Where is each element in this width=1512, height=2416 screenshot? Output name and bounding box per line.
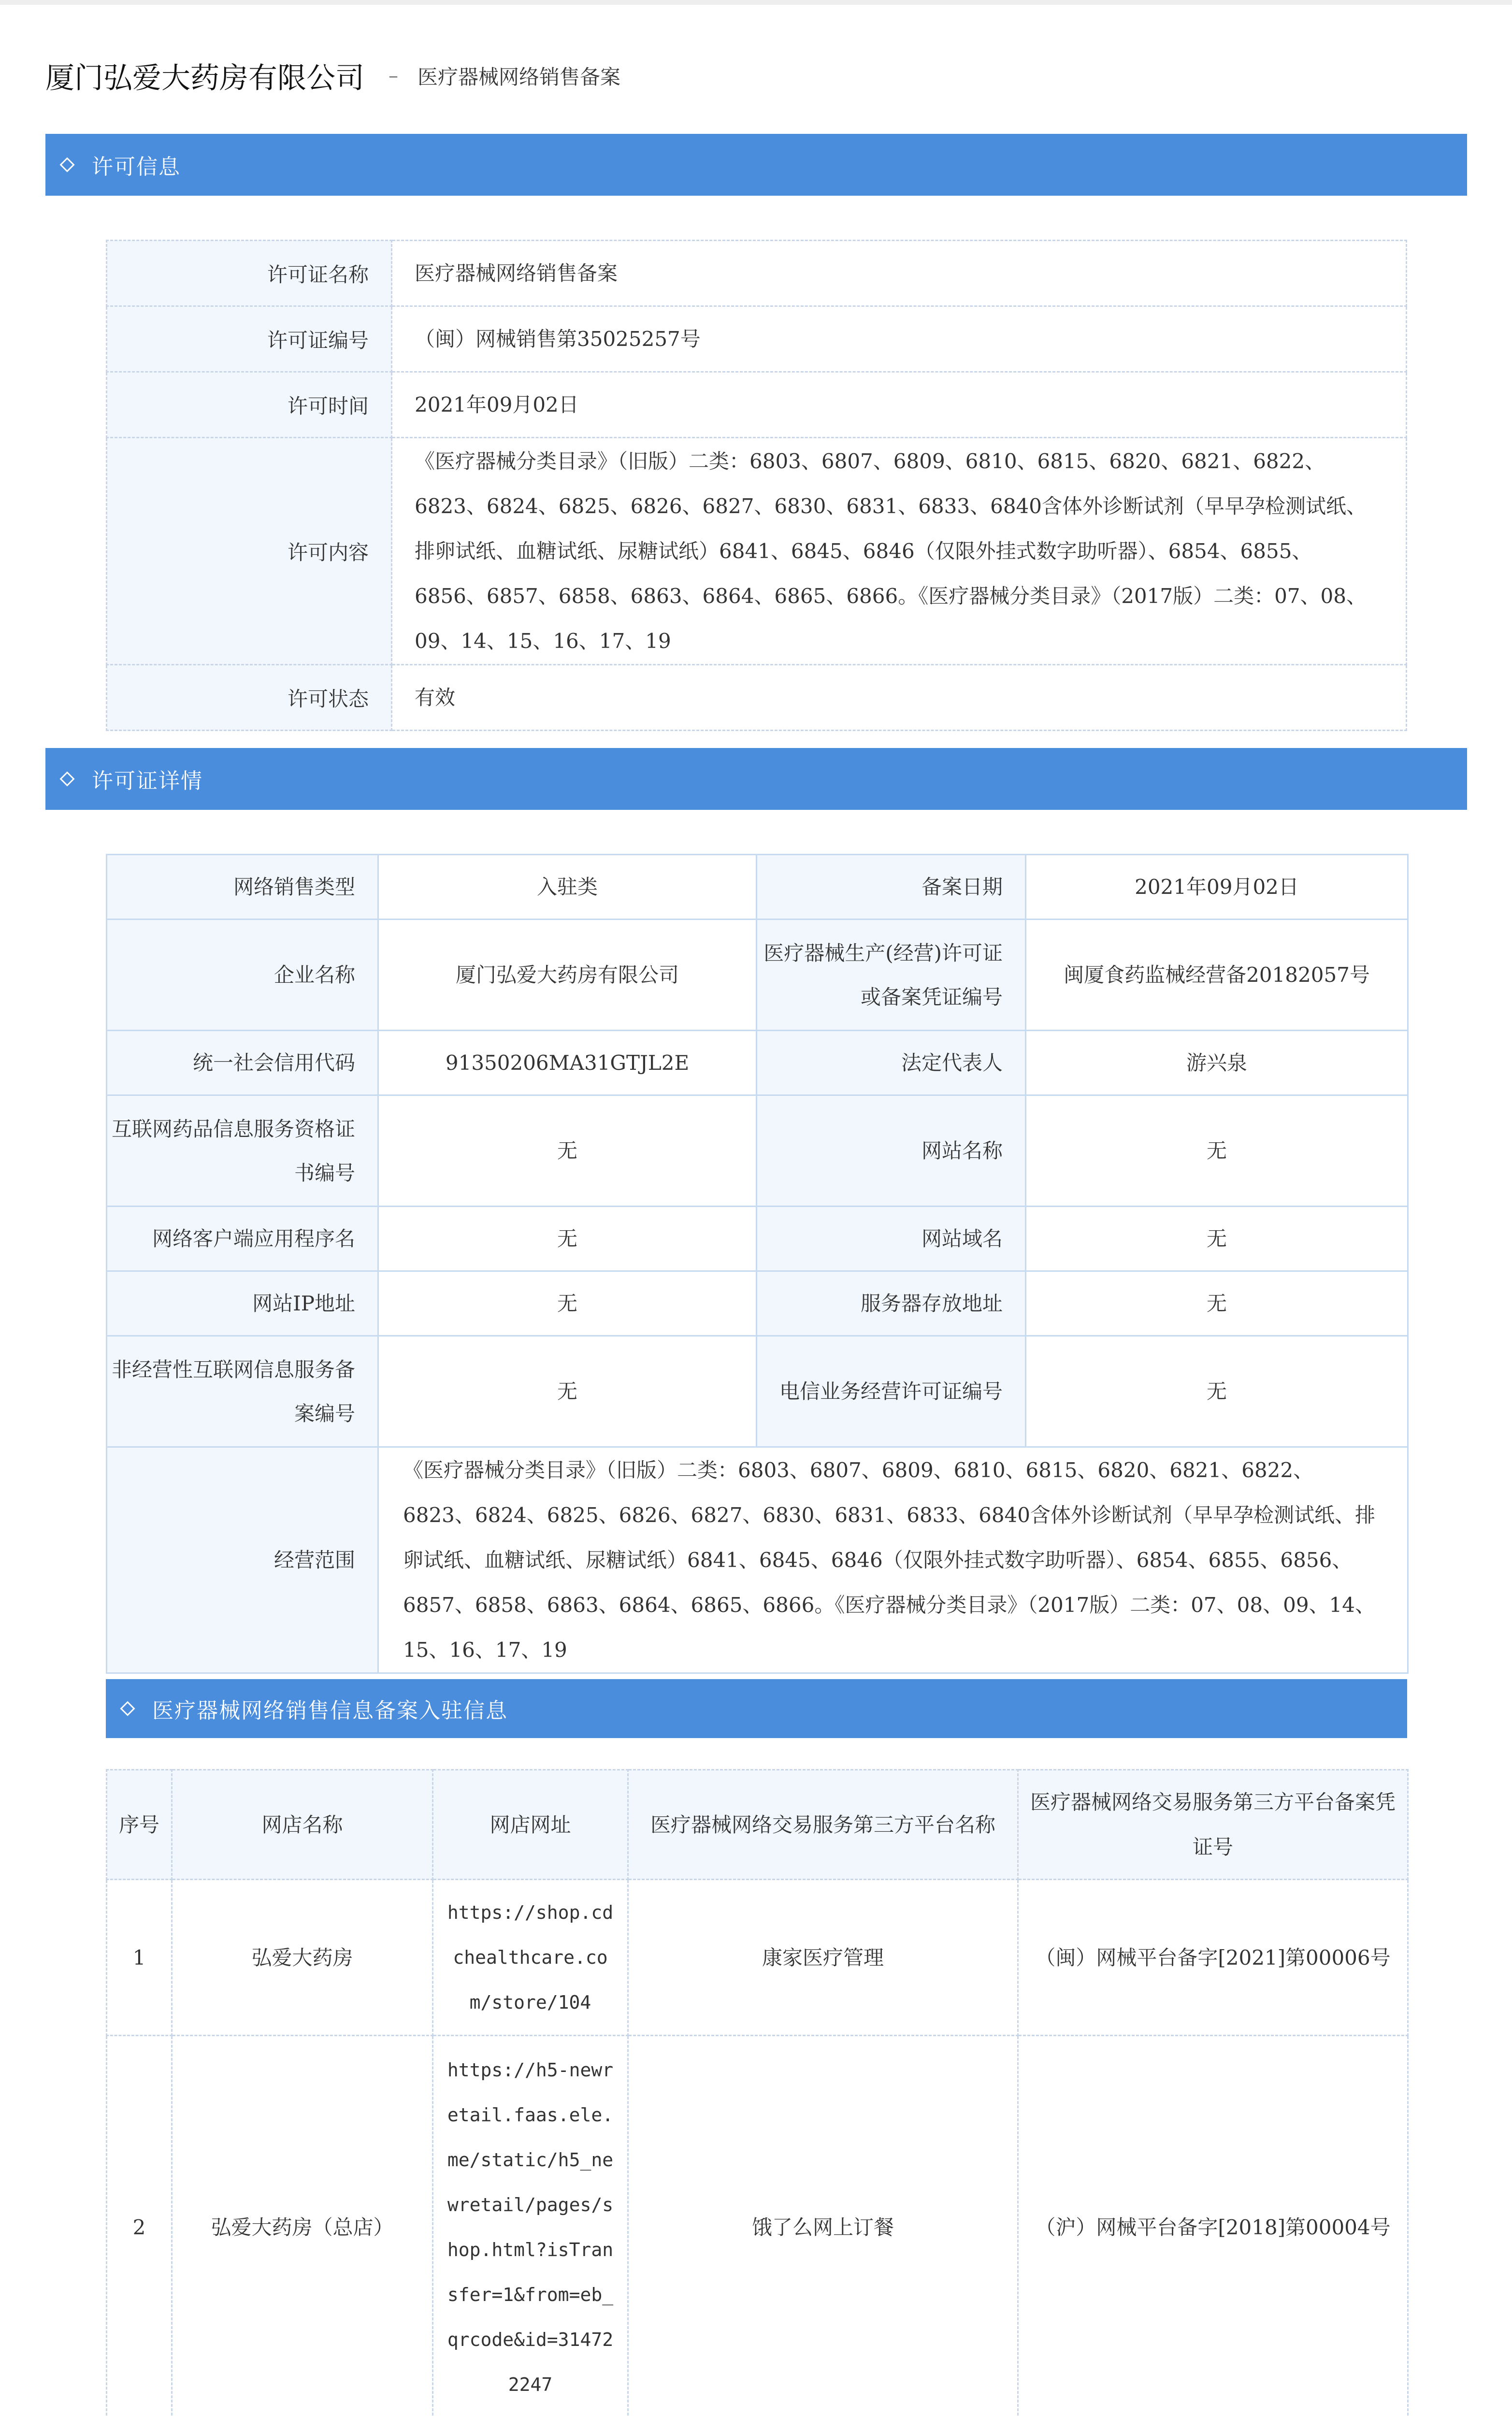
detail-value: 无 xyxy=(378,1336,757,1447)
row-key: 许可证编号 xyxy=(107,306,392,372)
detail-value: 无 xyxy=(378,1207,757,1271)
title-separator: – xyxy=(389,65,398,87)
detail-key: 统一社会信用代码 xyxy=(107,1031,378,1095)
section-bar-store-info xyxy=(106,1679,1407,1738)
detail-key: 医疗器械生产(经营)许可证或备案凭证编号 xyxy=(757,920,1026,1031)
row-value: 有效 xyxy=(392,665,1407,731)
row-index: 1 xyxy=(107,1880,172,2036)
detail-value: 91350206MA31GTJL2E xyxy=(378,1031,757,1095)
store-table xyxy=(106,1769,1409,2416)
page-header xyxy=(45,54,620,98)
column-header: 网店网址 xyxy=(433,1770,628,1880)
store-name: 弘爱大药房 xyxy=(172,1880,433,2036)
platform-name: 康家医疗管理 xyxy=(628,1880,1018,2036)
detail-value: 无 xyxy=(1026,1207,1408,1271)
table-row xyxy=(107,665,1407,731)
row-key: 许可时间 xyxy=(107,372,392,438)
detail-key: 法定代表人 xyxy=(757,1031,1026,1095)
top-divider xyxy=(0,0,1512,5)
section-bar-license-details xyxy=(45,748,1467,810)
column-header: 序号 xyxy=(107,1770,172,1880)
detail-value: 无 xyxy=(1026,1271,1408,1336)
platform-record-number: （沪）网械平台备字[2018]第00004号 xyxy=(1018,2036,1408,2416)
company-name: 厦门弘爱大药房有限公司 xyxy=(45,61,364,95)
diamond-icon xyxy=(120,1701,135,1716)
column-header: 医疗器械网络交易服务第三方平台名称 xyxy=(628,1770,1018,1880)
row-value: 2021年09月02日 xyxy=(392,372,1407,438)
table-row xyxy=(107,855,1408,920)
detail-key: 非经营性互联网信息服务备案编号 xyxy=(107,1336,378,1447)
diamond-icon xyxy=(59,157,74,172)
detail-value: 无 xyxy=(1026,1336,1408,1447)
column-header: 医疗器械网络交易服务第三方平台备案凭证号 xyxy=(1018,1770,1408,1880)
detail-key: 备案日期 xyxy=(757,855,1026,920)
detail-key: 网络销售类型 xyxy=(107,855,378,920)
detail-value: 游兴泉 xyxy=(1026,1031,1408,1095)
table-row xyxy=(107,1880,1408,2036)
license-details-table xyxy=(106,854,1409,1674)
table-row xyxy=(107,372,1407,438)
platform-record-number: （闽）网械平台备字[2021]第00006号 xyxy=(1018,1880,1408,2036)
detail-key: 网站名称 xyxy=(757,1095,1026,1207)
section-title: 医疗器械网络销售信息备案入驻信息 xyxy=(152,1698,508,1723)
page-subtitle: 医疗器械网络销售备案 xyxy=(418,65,621,89)
license-info-table xyxy=(106,240,1407,731)
row-index: 2 xyxy=(107,2036,172,2416)
detail-key: 网络客户端应用程序名 xyxy=(107,1207,378,1271)
detail-key: 服务器存放地址 xyxy=(757,1271,1026,1336)
detail-value: 无 xyxy=(378,1095,757,1207)
detail-value: 无 xyxy=(378,1271,757,1336)
store-url-link[interactable]: https://shop.cdchealthcare.com/store/104 xyxy=(433,1880,628,2036)
detail-value: 厦门弘爱大药房有限公司 xyxy=(378,920,757,1031)
store-url-link[interactable]: https://h5-newretail.faas.ele.me/static/h5_newretail/pages/shop.html?isTransfer=1&from=eb_qrcode&id=314722247 xyxy=(433,2036,628,2416)
detail-key: 互联网药品信息服务资格证书编号 xyxy=(107,1095,378,1207)
section-title: 许可信息 xyxy=(92,155,181,179)
row-key: 许可内容 xyxy=(107,438,392,665)
table-row xyxy=(107,1271,1408,1336)
table-row xyxy=(107,2036,1408,2416)
column-header: 网店名称 xyxy=(172,1770,433,1880)
section-title: 许可证详情 xyxy=(92,769,203,793)
detail-key: 电信业务经营许可证编号 xyxy=(757,1336,1026,1447)
detail-value: 入驻类 xyxy=(378,855,757,920)
detail-key: 企业名称 xyxy=(107,920,378,1031)
table-row xyxy=(107,1095,1408,1207)
table-row xyxy=(107,438,1407,665)
detail-key: 网站域名 xyxy=(757,1207,1026,1271)
scope-key: 经营范围 xyxy=(107,1447,378,1673)
scope-value: 《医疗器械分类目录》（旧版）二类：6803、6807、6809、6810、6815、6820、6821、6822、6823、6824、6825、6826、6827、6830、6831、6833、6840含体外诊断试剂（早早孕检测试纸、排卵试纸、血糖试纸、尿糖试纸）6841、6845、6846（仅限外挂式数字助听器）、6854、6855、6856、6857、6858、6863、6864、6865、6866。《医疗器械分类目录》（2017版）二类：07、08、09、14、15、16、17、19 xyxy=(378,1447,1408,1673)
detail-value: 闽厦食药监械经营备20182057号 xyxy=(1026,920,1408,1031)
table-row xyxy=(107,920,1408,1031)
row-value: 《医疗器械分类目录》（旧版）二类：6803、6807、6809、6810、6815、6820、6821、6822、6823、6824、6825、6826、6827、6830、6831、6833、6840含体外诊断试剂（早早孕检测试纸、排卵试纸、血糖试纸、尿糖试纸）6841、6845、6846（仅限外挂式数字助听器）、6854、6855、6856、6857、6858、6863、6864、6865、6866。《医疗器械分类目录》（2017版）二类：07、08、09、14、15、16、17、19 xyxy=(392,438,1407,665)
detail-value: 2021年09月02日 xyxy=(1026,855,1408,920)
table-header-row xyxy=(107,1770,1408,1880)
table-row xyxy=(107,1336,1408,1447)
store-name: 弘爱大药房（总店） xyxy=(172,2036,433,2416)
section-bar-license-info xyxy=(45,134,1467,196)
row-value: （闽）网械销售第35025257号 xyxy=(392,306,1407,372)
row-value: 医疗器械网络销售备案 xyxy=(392,241,1407,306)
table-row xyxy=(107,1447,1408,1673)
table-row xyxy=(107,306,1407,372)
table-row xyxy=(107,1207,1408,1271)
row-key: 许可证名称 xyxy=(107,241,392,306)
table-row xyxy=(107,241,1407,306)
detail-value: 无 xyxy=(1026,1095,1408,1207)
detail-key: 网站IP地址 xyxy=(107,1271,378,1336)
diamond-icon xyxy=(59,771,74,786)
platform-name: 饿了么网上订餐 xyxy=(628,2036,1018,2416)
table-row xyxy=(107,1031,1408,1095)
row-key: 许可状态 xyxy=(107,665,392,731)
